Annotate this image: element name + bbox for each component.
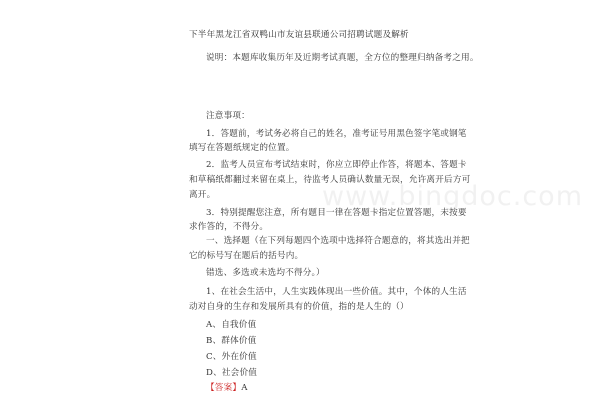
section-heading: 它的标号写在题后的括号内。 — [189, 251, 304, 261]
notice-line: 离开。 — [189, 190, 216, 200]
notice-line: 求作答的，不得分。 — [189, 222, 269, 232]
question-text: 动对自身的生存和发展所具有的价值，指的是人生的（） — [189, 302, 409, 312]
notice-line: 填写在答题纸规定的位置。 — [189, 143, 295, 153]
option-a: A、自我价值 — [206, 320, 257, 330]
watermark: www.bingdoc.com — [322, 181, 583, 212]
question-text: 1、在社会生活中，人生实践体现出一些价值。其中，个体的人生活 — [206, 287, 467, 297]
answer-line — [206, 383, 248, 394]
notice-line: 2．监考人员宣布考试结束时，你应立即停止作答，将题本、答题卡 — [206, 160, 467, 170]
document-title: 下半年黑龙江省双鸭山市友谊县联通公司招聘试题及解析 — [189, 30, 409, 40]
notice-heading: 注意事项： — [206, 111, 250, 121]
notice-line: 3．特别提醒您注意，所有题目一律在答题卡指定位置答题，未按要 — [206, 208, 467, 218]
answer-value: A — [241, 383, 248, 393]
notice-line: 1．答题前，考试务必将自己的姓名，准考证号用黑色签字笔或钢笔 — [206, 129, 467, 139]
section-note: 错选、多选或未选均不得分。） — [206, 268, 325, 278]
notice-line: 和草稿纸都翻过来留在桌上，待监考人员确认数量无误，允许离开后方可 — [189, 175, 471, 185]
answer-label: 【答案】 — [206, 383, 242, 393]
option-c: C、外在价值 — [206, 352, 257, 362]
section-heading: 一、选择题（在下列每题四个选项中选择符合题意的，将其选出并把 — [206, 236, 470, 246]
option-b: B、群体价值 — [206, 336, 257, 346]
intro-text: 说明：本题库收集历年及近期考试真题，全方位的整理归纳备考之用。 — [206, 53, 479, 63]
option-d: D、社会价值 — [206, 368, 258, 378]
